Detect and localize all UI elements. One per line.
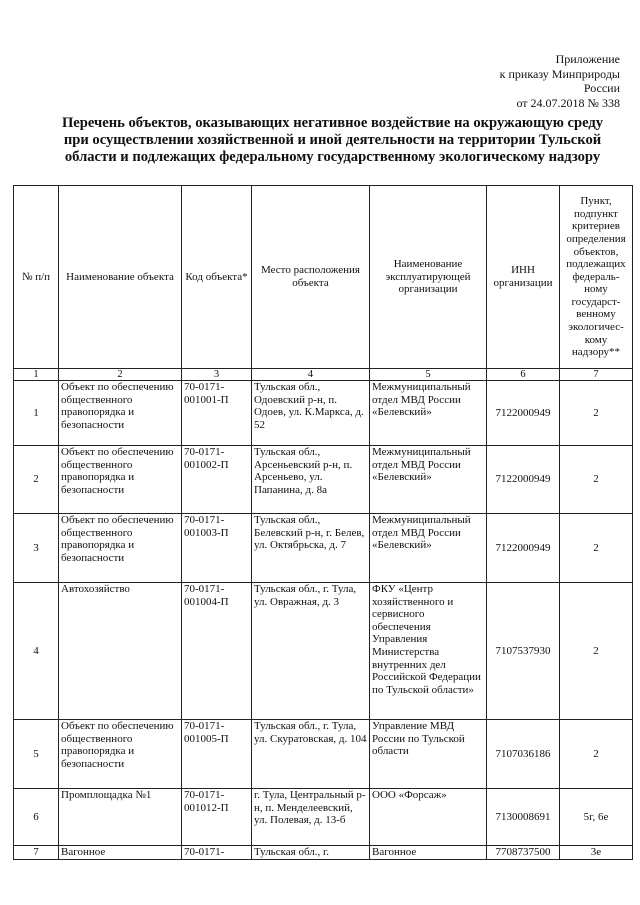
objects-table — [13, 185, 633, 860]
cell-inn: 7708737500 — [487, 846, 560, 860]
cell-location: г. Тула, Центральный р-н, п. Менделеевский, ул. Полевая, д. 13-б — [252, 789, 370, 846]
cell-num: 5 — [14, 720, 59, 789]
header-operator: Наименование эксплуатирующей организации — [370, 186, 487, 369]
cell-criteria: 2 — [560, 583, 633, 720]
table-header-row — [14, 186, 633, 369]
cell-criteria: 5г, 6е — [560, 789, 633, 846]
header-code: Код объекта* — [182, 186, 252, 369]
cell-criteria: 3е — [560, 846, 633, 860]
column-number: 7 — [560, 369, 633, 381]
cell-name: Объект по обеспечению общественного правопорядка и безопасности — [59, 720, 182, 789]
column-number: 1 — [14, 369, 59, 381]
cell-code: 70-0171-001005-П — [182, 720, 252, 789]
cell-criteria: 2 — [560, 514, 633, 583]
appendix-line: к приказу Минприроды — [499, 66, 620, 81]
table-row — [14, 789, 633, 846]
cell-num: 1 — [14, 381, 59, 446]
header-criteria: Пункт, подпункт критериев определения объектов, подлежащих федераль-ному государст-венному экологичес-кому надзору** — [560, 186, 633, 369]
cell-location: Тульская обл., Одоевский р-н, п. Одоев, ул. К.Маркса, д. 52 — [252, 381, 370, 446]
cell-operator: ООО «Форсаж» — [370, 789, 487, 846]
cell-location: Тульская обл., г. Тула, ул. Скуратовская, д. 104 — [252, 720, 370, 789]
cell-operator: Межмуниципальный отдел МВД России «Белевский» — [370, 381, 487, 446]
column-number: 2 — [59, 369, 182, 381]
cell-inn: 7122000949 — [487, 514, 560, 583]
cell-num: 7 — [14, 846, 59, 860]
cell-name: Объект по обеспечению общественного правопорядка и безопасности — [59, 514, 182, 583]
cell-inn: 7122000949 — [487, 381, 560, 446]
cell-num: 4 — [14, 583, 59, 720]
cell-code: 70-0171-001003-П — [182, 514, 252, 583]
cell-num: 6 — [14, 789, 59, 846]
cell-code: 70-0171- — [182, 846, 252, 860]
cell-code: 70-0171-001002-П — [182, 446, 252, 514]
header-location: Место расположения объекта — [252, 186, 370, 369]
appendix-block — [470, 52, 620, 110]
column-number: 6 — [487, 369, 560, 381]
cell-name: Автохозяйство — [59, 583, 182, 720]
table-row — [14, 720, 633, 789]
column-number: 5 — [370, 369, 487, 381]
cell-name: Промплощадка №1 — [59, 789, 182, 846]
cell-inn: 7130008691 — [487, 789, 560, 846]
cell-criteria: 2 — [560, 381, 633, 446]
header-num: № п/п — [14, 186, 59, 369]
column-number: 3 — [182, 369, 252, 381]
cell-code: 70-0171-001012-П — [182, 789, 252, 846]
cell-location: Тульская обл., г. — [252, 846, 370, 860]
cell-operator: Вагонное — [370, 846, 487, 860]
appendix-line: Приложение — [555, 52, 620, 66]
header-inn: ИНН организации — [487, 186, 560, 369]
table-row — [14, 583, 633, 720]
cell-inn: 7122000949 — [487, 446, 560, 514]
cell-location: Тульская обл., Арсеньевский р-н, п. Арсеньево, ул. Папанина, д. 8а — [252, 446, 370, 514]
cell-operator: Межмуниципальный отдел МВД России «Белевский» — [370, 446, 487, 514]
column-number-row — [14, 369, 633, 381]
cell-code: 70-0171-001001-П — [182, 381, 252, 446]
table-row — [14, 514, 633, 583]
title-line: Перечень объектов, оказывающих негативное воздействие на окружающую среду — [61, 115, 604, 131]
header-name: Наименование объекта — [59, 186, 182, 369]
cell-name: Вагонное — [59, 846, 182, 860]
cell-code: 70-0171-001004-П — [182, 583, 252, 720]
cell-criteria: 2 — [560, 720, 633, 789]
appendix-order-date: от 24.07.2018 № 338 — [516, 95, 620, 110]
cell-criteria: 2 — [560, 446, 633, 514]
cell-name: Объект по обеспечению общественного правопорядка и безопасности — [59, 381, 182, 446]
cell-operator: Управление МВД России по Тульской области — [370, 720, 487, 789]
table-row — [14, 846, 633, 860]
table-row — [14, 446, 633, 514]
cell-location: Тульская обл., Белевский р-н, г. Белев, ул. Октябрьска, д. 7 — [252, 514, 370, 583]
cell-operator: Межмуниципальный отдел МВД России «Белевский» — [370, 514, 487, 583]
column-number: 4 — [252, 369, 370, 381]
cell-inn: 7107036186 — [487, 720, 560, 789]
cell-inn: 7107537930 — [487, 583, 560, 720]
appendix-line: России — [583, 81, 620, 95]
table-row — [14, 381, 633, 446]
cell-num: 3 — [14, 514, 59, 583]
title-line: при осуществлении хозяйственной и иной деятельности на территории Тульской — [63, 132, 602, 148]
document-title — [40, 115, 625, 166]
cell-num: 2 — [14, 446, 59, 514]
cell-location: Тульская обл., г. Тула, ул. Овражная, д. 3 — [252, 583, 370, 720]
title-line: области и подлежащих федеральному государственному экологическому надзору — [64, 149, 601, 165]
cell-name: Объект по обеспечению общественного правопорядка и безопасности — [59, 446, 182, 514]
cell-operator: ФКУ «Центр хозяйственного и сервисного обеспечения Управления Министерства внутренних дел Российской Федерации по Тульской области» — [370, 583, 487, 720]
